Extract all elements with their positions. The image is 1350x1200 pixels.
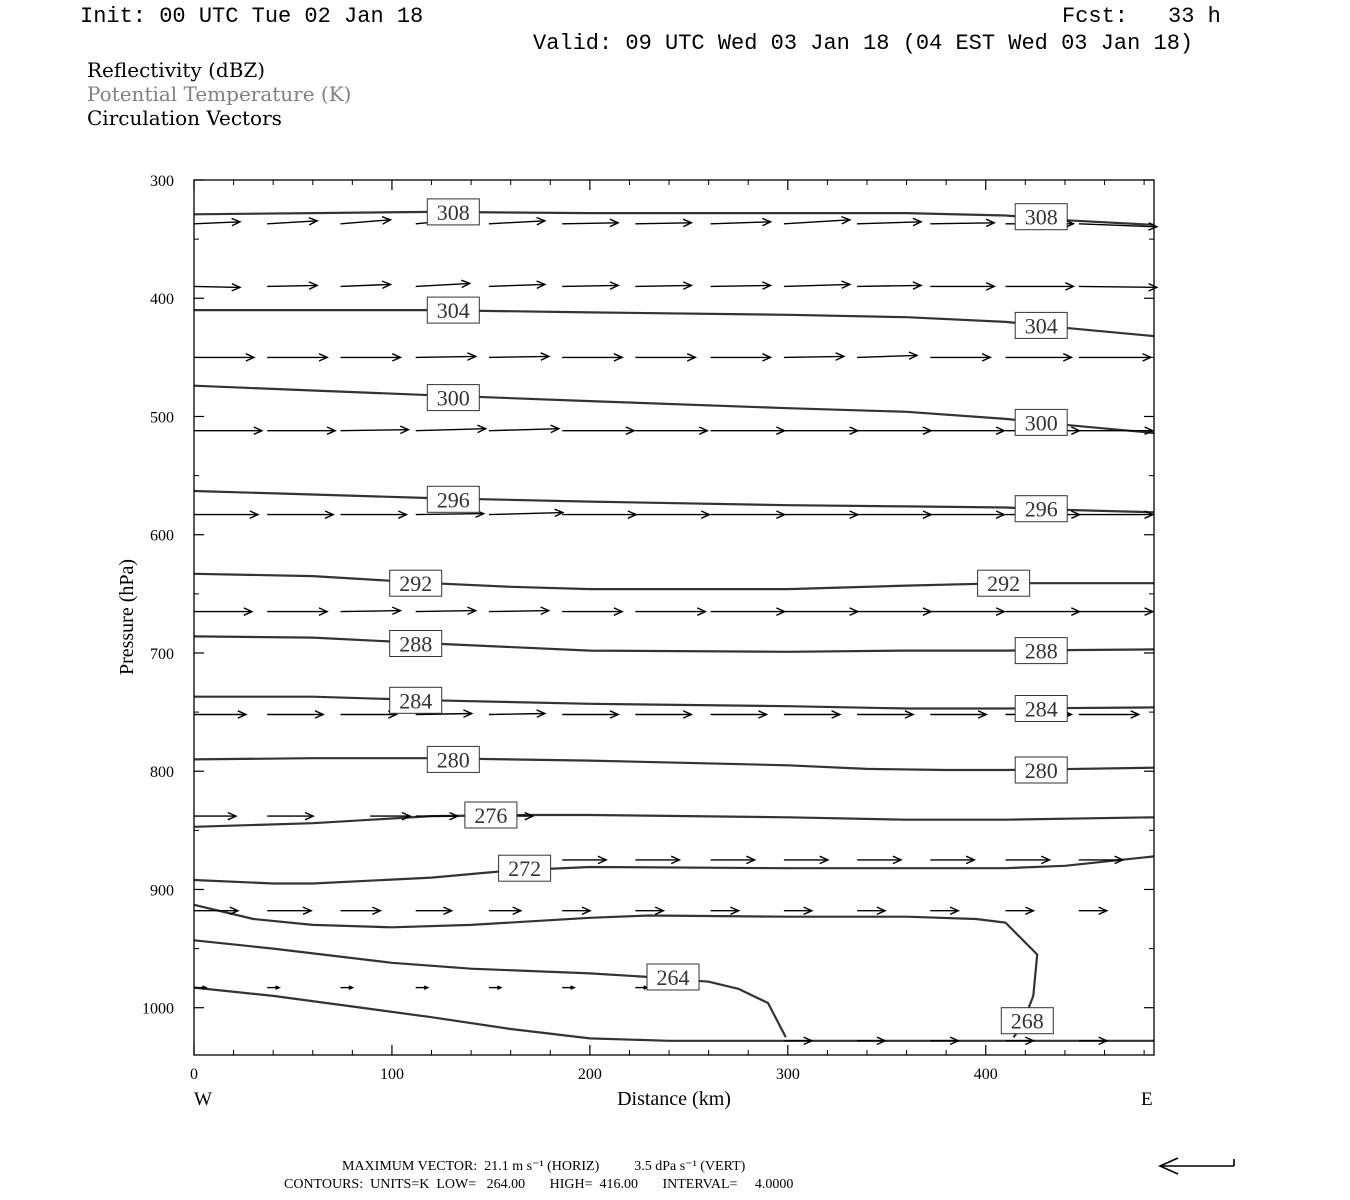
- contours-info: CONTOURS: UNITS=K LOW= 264.00 HIGH= 416.00 INTERVAL= 4.0000: [284, 1177, 794, 1192]
- circulation-vector: [857, 907, 885, 914]
- y-tick-label: 700: [150, 645, 174, 663]
- contour-label-text: 300: [1024, 410, 1058, 436]
- circulation-vector: [562, 219, 618, 226]
- circulation-vector: [857, 218, 921, 225]
- circulation-vector: [784, 217, 850, 224]
- contour-label: [1015, 409, 1067, 435]
- circulation-vector: [416, 907, 452, 914]
- circulation-vector: [416, 425, 486, 432]
- contour-layer: [194, 212, 1154, 1041]
- legend-circulation-vectors: Circulation Vectors: [87, 106, 282, 130]
- contour-label-text: 296: [436, 487, 470, 513]
- circulation-vector: [711, 511, 785, 518]
- circulation-vector: [562, 608, 622, 615]
- circulation-vector: [857, 511, 931, 518]
- contour-line-268: [194, 905, 1037, 1038]
- circulation-vector: [194, 218, 240, 225]
- circulation-vector: [416, 607, 476, 614]
- circulation-vector: [784, 856, 828, 863]
- circulation-vector: [857, 856, 901, 863]
- circulation-vector: [489, 986, 501, 989]
- contour-label-text: 288: [1024, 638, 1058, 664]
- contour-label-text: 288: [399, 631, 433, 657]
- contour-label: [390, 631, 442, 657]
- y-tick-label: 1000: [142, 1000, 174, 1018]
- y-tick-label: 500: [150, 409, 174, 427]
- contour-line-296: [194, 491, 1154, 512]
- circulation-vector: [489, 425, 559, 432]
- circulation-vector: [489, 218, 545, 225]
- contour-label: [390, 687, 442, 713]
- contour-label-text: 308: [1024, 204, 1058, 230]
- circulation-vector: [711, 856, 755, 863]
- circulation-vector: [930, 711, 986, 718]
- circulation-vector: [857, 352, 917, 359]
- contour-line-280: [194, 758, 1154, 770]
- contour-label: [499, 855, 551, 881]
- circulation-vector: [562, 354, 622, 361]
- circulation-vector: [341, 354, 401, 361]
- contour-label: [1001, 1008, 1053, 1034]
- contour-line-300: [194, 386, 1154, 436]
- circulation-vector: [1006, 907, 1034, 914]
- contour-label: [1015, 638, 1067, 664]
- circulation-vector: [930, 907, 958, 914]
- circulation-vector: [267, 282, 317, 289]
- circulation-vector: [562, 711, 618, 718]
- circulation-vector: [341, 426, 409, 433]
- contour-label: [647, 964, 699, 990]
- circulation-vector: [341, 217, 391, 224]
- circulation-vector: [194, 711, 246, 718]
- circulation-vector: [784, 281, 850, 288]
- y-tick-label: 900: [150, 882, 174, 900]
- circulation-vector: [562, 427, 634, 434]
- circulation-vector: [930, 354, 990, 361]
- circulation-vector: [341, 511, 407, 518]
- contour-label-text: 276: [474, 803, 508, 828]
- circulation-vector: [267, 218, 317, 225]
- contour-label: [1015, 696, 1067, 722]
- contour-label-text: 268: [1010, 1008, 1044, 1034]
- circulation-vector: [635, 608, 705, 615]
- contour-label-text: 308: [436, 199, 470, 225]
- contour-label-text: 284: [399, 688, 433, 714]
- circulation-vector: [194, 813, 236, 820]
- circulation-vector: [930, 511, 1004, 518]
- x-axis-east-label: E: [1141, 1089, 1153, 1110]
- circulation-vector: [194, 354, 254, 361]
- circulation-vector: [784, 427, 858, 434]
- circulation-vector: [930, 219, 994, 226]
- circulation-vector: [562, 282, 618, 289]
- circulation-vector: [635, 907, 663, 914]
- contour-label-text: 292: [987, 571, 1021, 597]
- circulation-vector: [930, 1037, 958, 1044]
- contour-label: [390, 570, 442, 596]
- circulation-vector: [562, 907, 590, 914]
- circulation-vector: [711, 354, 771, 361]
- y-tick-label: 300: [150, 173, 174, 190]
- circulation-vector: [1006, 856, 1050, 863]
- contour-label-text: 304: [1024, 313, 1058, 339]
- circulation-vector: [930, 283, 994, 290]
- circulation-vector: [194, 427, 262, 434]
- circulation-vector: [930, 608, 1004, 615]
- circulation-vector: [1006, 354, 1072, 361]
- circulation-vector: [416, 353, 476, 360]
- contour-line-284: [194, 697, 1154, 709]
- circulation-vector: [635, 354, 695, 361]
- circulation-vector: [489, 907, 521, 914]
- x-tick-label: 200: [577, 1066, 602, 1083]
- circulation-vector: [489, 710, 545, 717]
- contour-line-304: [194, 310, 1154, 339]
- contour-label: [427, 385, 479, 411]
- forecast-label: Fcst:: [1062, 4, 1129, 29]
- circulation-vector: [267, 354, 327, 361]
- circulation-vector: [562, 986, 574, 989]
- circulation-vector: [267, 511, 333, 518]
- contour-label: [1015, 757, 1067, 783]
- x-axis-title: Distance (km): [617, 1088, 731, 1110]
- circulation-vector: [416, 986, 428, 989]
- circulation-vector: [267, 608, 327, 615]
- circulation-vector: [784, 353, 844, 360]
- circulation-vector: [1079, 354, 1151, 361]
- circulation-vector: [930, 856, 974, 863]
- plot-frame: [194, 180, 1154, 1055]
- max-vector-info: MAXIMUM VECTOR: 21.1 m s⁻¹ (HORIZ) 3.5 dPa s⁻¹ (VERT): [342, 1159, 746, 1174]
- circulation-vector: [857, 711, 913, 718]
- circulation-vector: [784, 1037, 812, 1044]
- circulation-vector: [416, 280, 470, 287]
- contour-label-text: 264: [656, 965, 690, 990]
- circulation-vector: [1006, 1037, 1034, 1044]
- contour-line-288: [194, 636, 1154, 651]
- circulation-vector: [711, 427, 785, 434]
- circulation-vector: [1079, 608, 1153, 615]
- circulation-vector: [711, 282, 771, 289]
- forecast-hour: 33 h: [1168, 4, 1221, 29]
- reference-vector-arrow: [1160, 1158, 1234, 1174]
- circulation-vector: [489, 353, 549, 360]
- contour-label-text: 304: [436, 298, 470, 324]
- circulation-vector: [341, 711, 397, 718]
- circulation-vector: [1079, 907, 1107, 914]
- contour-label: [427, 297, 479, 323]
- circulation-vector: [194, 608, 252, 615]
- circulation-vector: [267, 813, 313, 820]
- y-axis-title: Pressure (hPa): [116, 558, 138, 676]
- contour-label: [978, 570, 1030, 596]
- contour-label: [1015, 204, 1067, 230]
- contour-label: [465, 802, 517, 828]
- circulation-vector: [341, 907, 381, 914]
- circulation-vector: [635, 711, 691, 718]
- contour-line-276: [194, 815, 1154, 827]
- contour-label-text: 280: [436, 747, 470, 773]
- circulation-vector: [857, 608, 931, 615]
- circulation-vector: [857, 282, 921, 289]
- circulation-vector: [711, 711, 767, 718]
- contour-label: [1015, 496, 1067, 522]
- circulation-vector: [267, 907, 311, 914]
- circulation-vector: [489, 281, 545, 288]
- vector-layer: [194, 216, 1157, 1045]
- circulation-vector: [1079, 711, 1139, 718]
- circulation-vector: [857, 427, 931, 434]
- circulation-vector: [194, 511, 258, 518]
- circulation-vector: [784, 511, 858, 518]
- circulation-vector: [784, 907, 812, 914]
- contour-label: [1015, 312, 1067, 338]
- circulation-vector: [784, 608, 858, 615]
- contour-label-text: 292: [399, 571, 433, 597]
- circulation-vector: [1079, 1037, 1107, 1044]
- x-tick-label: 100: [379, 1066, 404, 1083]
- circulation-vector: [857, 1037, 885, 1044]
- circulation-vector: [1006, 283, 1074, 290]
- x-axis-west-label: W: [194, 1089, 212, 1110]
- x-tick-label: 0: [190, 1066, 198, 1083]
- contour-label-text: 272: [508, 856, 542, 882]
- circulation-vector: [711, 218, 771, 225]
- circulation-vector: [930, 427, 1004, 434]
- contour-label: [427, 746, 479, 772]
- circulation-vector: [711, 608, 785, 615]
- circulation-vector: [267, 986, 279, 989]
- y-tick-label: 600: [150, 527, 174, 545]
- legend-reflectivity: Reflectivity (dBZ): [87, 58, 266, 82]
- contour-label: [427, 486, 479, 512]
- circulation-vector: [267, 427, 335, 434]
- circulation-vector: [341, 986, 353, 989]
- circulation-vector: [194, 907, 238, 914]
- contour-label-text: 296: [1024, 496, 1058, 522]
- contour-label: [427, 199, 479, 225]
- contour-label-text: 280: [1024, 758, 1058, 783]
- legend-potential-temperature: Potential Temperature (K): [87, 82, 352, 106]
- contour-label-text: 284: [1024, 696, 1058, 722]
- init-time: Init: 00 UTC Tue 02 Jan 18: [80, 4, 424, 29]
- circulation-vector: [635, 986, 647, 989]
- circulation-vector: [635, 219, 691, 226]
- circulation-vector: [562, 511, 636, 518]
- x-tick-label: 400: [973, 1066, 998, 1083]
- circulation-vector: [1079, 284, 1157, 291]
- circulation-vector: [635, 282, 691, 289]
- y-tick-label: 400: [150, 291, 174, 309]
- circulation-vector: [489, 607, 549, 614]
- contour-label-text: 300: [436, 385, 470, 411]
- circulation-vector: [194, 284, 240, 291]
- circulation-vector: [784, 711, 840, 718]
- circulation-vector: [267, 711, 323, 718]
- y-tick-label: 800: [150, 764, 174, 782]
- circulation-vector: [489, 509, 563, 516]
- circulation-vector: [635, 856, 679, 863]
- circulation-vector: [416, 813, 458, 820]
- circulation-vector: [711, 907, 739, 914]
- circulation-vector: [341, 281, 391, 288]
- valid-time: Valid: 09 UTC Wed 03 Jan 18 (04 EST Wed 03 Jan 18): [533, 31, 1194, 56]
- contour-label-layer: [390, 199, 1067, 1034]
- circulation-vector: [562, 856, 606, 863]
- circulation-vector: [635, 511, 709, 518]
- circulation-vector: [1006, 608, 1080, 615]
- circulation-vector: [341, 607, 401, 614]
- x-tick-label: 300: [775, 1066, 800, 1083]
- circulation-vector: [635, 427, 707, 434]
